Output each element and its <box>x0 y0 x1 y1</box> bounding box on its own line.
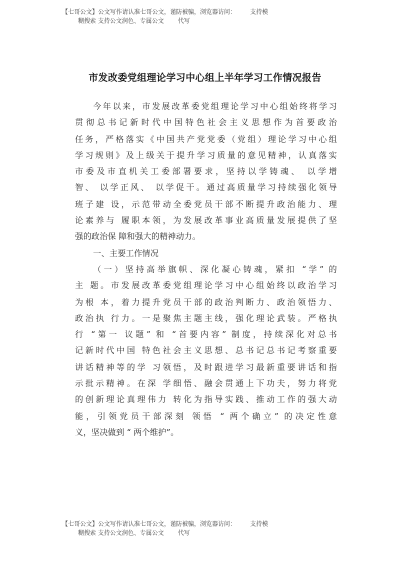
document-body <box>75 98 337 440</box>
header-watermark-text-d: 代写 <box>177 18 190 25</box>
footer-watermark-text-a: 【七哥公文】公文写作请认准七哥公文，谨防被骗，浏览器访问： <box>62 521 237 528</box>
body-line: 贯彻总书记新时代中国特色社会主义思想作为首要政治 <box>75 117 337 128</box>
body-line: 智、 以学正风、 以学促干。通过高质量学习持续强化领导 <box>75 182 337 193</box>
body-line: 强的政治保 障和强大的精神动力。 <box>75 231 201 242</box>
body-line: 记新时代中国 特色社会主义思想、总书记总书记考察重要 <box>75 345 337 356</box>
body-line: 的创新理论真理伟力 转化为指导实践、推动工作的强大动 <box>75 394 337 405</box>
body-line: 任务，严格落实《中国共产党党委（党组）理论学习中心组 <box>75 133 337 144</box>
header-watermark-text-a: 【七哥公文】公文写作请认准七哥公文，谨防被骗，浏览器访问： <box>62 9 237 16</box>
footer-watermark-text-d: 代写 <box>177 530 190 537</box>
body-line: 政治执 行力。一是聚焦主题主线，强化理论武装。严格执 <box>75 312 337 323</box>
document-title: 市发改委党组理论学习中心组上半年学习工作情况报告 <box>88 73 322 84</box>
footer-watermark-line-2 <box>62 529 362 538</box>
footer-watermark-line-1 <box>62 520 362 529</box>
header-watermark-text-c: 糊搜索 支持公文润色、专属公文 <box>78 18 164 25</box>
body-line: 市委及市直机关工委部署要求，坚持以学铸魂、 以学增 <box>75 166 337 177</box>
section-heading: 一、主要工作情况 <box>93 247 159 258</box>
body-line: 示批示精神。在深 学细悟、融会贯通上下功夫，努力将党 <box>75 378 337 389</box>
header-watermark <box>62 8 362 26</box>
body-line: 论素养与 履职本领，为发展改革事业高质量发展提供了坚 <box>75 215 337 226</box>
body-line: 为根 本，着力提升党员干部的政治判断力、政治领悟力、 <box>75 296 337 307</box>
body-line: 行 “第一 议题” 和 “首要内容” 制度，持续深化对总书 <box>75 329 337 340</box>
body-line: 主 题。市发展改革委党组理论学习中心组始终以政治学习 <box>75 280 337 291</box>
body-line: 学习规则》及上级关于提升学习质量的意见精神，认真落实 <box>75 149 337 160</box>
body-line: 能，引领党员干部深刻 领悟 “ 两个确立” 的决定性意 <box>75 410 337 421</box>
body-line: 义，坚决做到 “ 两个维护”。 <box>75 426 179 437</box>
footer-watermark-text-b: 支持模 <box>250 521 269 528</box>
body-line: 今年以来，市发展改革委党组理论学习中心组始终将学习 <box>93 101 337 111</box>
header-watermark-line-2 <box>62 17 362 26</box>
footer-watermark <box>62 520 362 538</box>
body-line: 班子建 设，示范带动全委党员干部不断提升政治能力、理 <box>75 198 337 209</box>
body-line: （一）坚持高举旗帜、深化凝心铸魂，紧扣 “学” 的 <box>93 263 337 274</box>
header-watermark-line-1 <box>62 8 362 17</box>
body-line: 讲话精神等的学 习领悟，及时跟进学习最新重要讲话和指 <box>75 361 337 372</box>
header-watermark-text-b: 支持模 <box>250 9 269 16</box>
footer-watermark-text-c: 糊搜索 支持公文润色、专属公文 <box>78 530 164 537</box>
